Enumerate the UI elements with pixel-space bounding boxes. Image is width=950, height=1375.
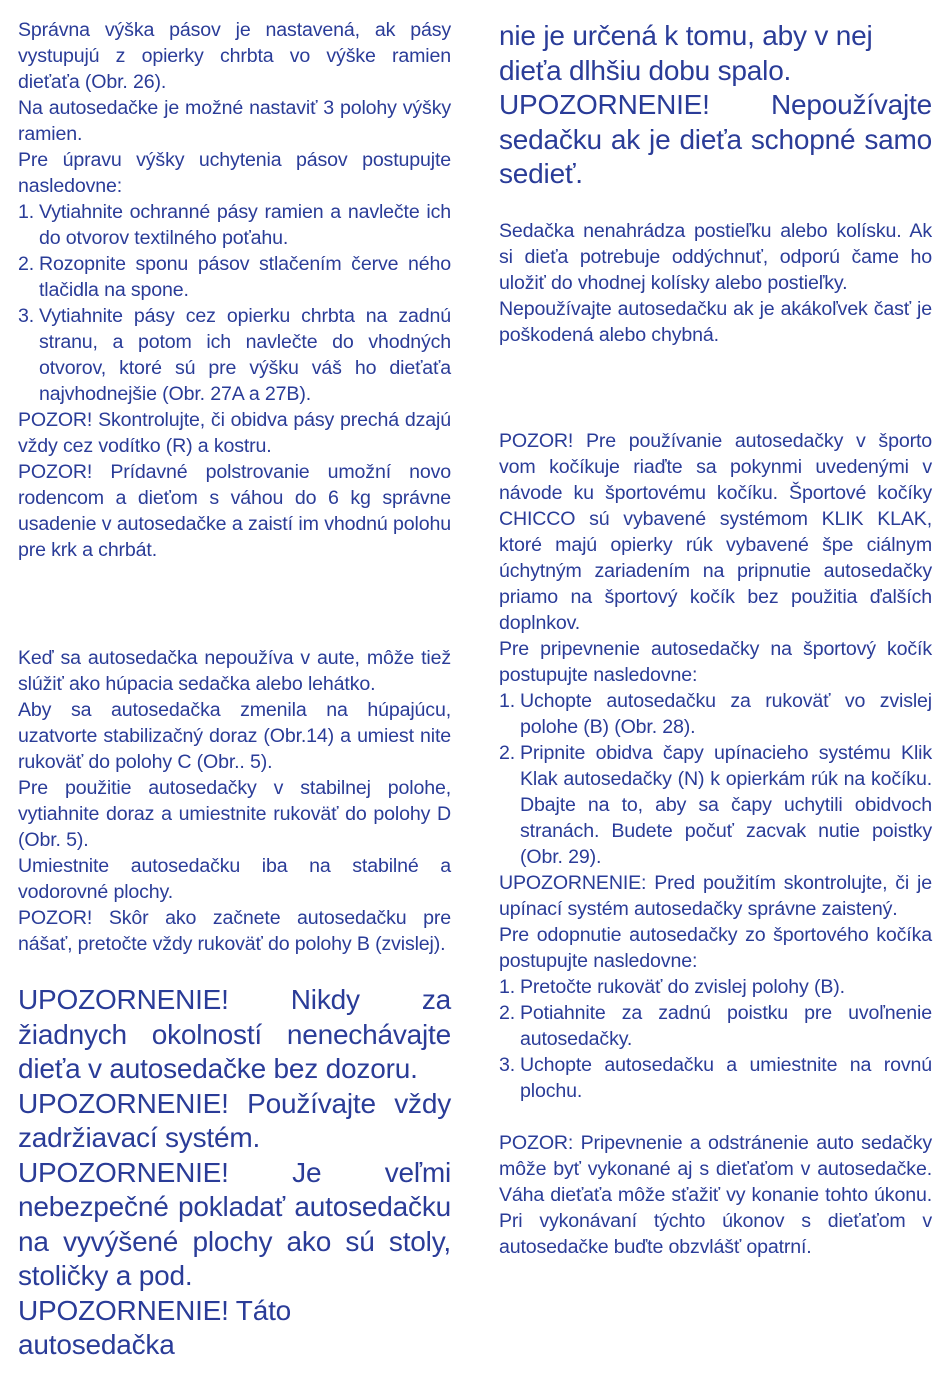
warning-paragraph: POZOR! Skontrolujte, či obidva pásy prechá dzajú vždy cez vodítko (R) a kostru. <box>18 409 451 457</box>
paragraph: Pre pripevnenie autosedačky na športový kočík postupujte nasledovne: <box>499 637 932 686</box>
list-number: 2. <box>499 1001 516 1024</box>
paragraph: Na autosedačke je možné nastaviť 3 polohy výšky ramien. <box>18 97 451 145</box>
warning-text: UPOZORNENIE! Nepoužívajte sedačku ak je dieťa schopné samo sedieť. <box>499 89 932 189</box>
list-item <box>18 199 451 251</box>
paragraph: Pre použitie autosedačky v stabilnej polohe, vytiahnite doraz a umiestnite rukoväť do polohy D (Obr. 5). <box>18 777 451 851</box>
paragraph: Nepoužívajte autosedačku ak je akákoľvek časť je poškodená alebo chybná. <box>499 297 932 346</box>
list-text: Rozopnite sponu pásov stlačením červe ného tlačidla na spone. <box>39 253 451 301</box>
list-number: 3. <box>18 305 35 327</box>
warning-paragraph: POZOR! Skôr ako začnete autosedačku pre nášať, pretočte vždy rukoväť do polohy B (zvislej). <box>18 907 451 955</box>
list-item <box>499 1052 932 1104</box>
list-item <box>499 740 932 870</box>
warning-text: UPOZORNENIE! Je veľmi nebezpečné pokladať autosedačku na vyvýšené plochy ako sú stoly, stoličky a pod. <box>18 1156 451 1291</box>
list-item <box>499 688 932 740</box>
rocker-section <box>18 645 451 957</box>
steps-list <box>499 688 932 870</box>
warning-paragraph: UPOZORNENIE: Pred použitím skontrolujte, či je upínací systém autosedačky správne zaistený. <box>499 871 932 920</box>
warning-text: UPOZORNENIE! Táto autosedačka <box>18 1294 292 1360</box>
paragraph: Keď sa autosedačka nepoužíva v aute, môže tiež slúžiť ako húpacia sedačka alebo lehátko. <box>18 647 451 695</box>
left-column <box>18 17 451 1363</box>
list-item <box>18 251 451 303</box>
list-number: 2. <box>18 253 35 275</box>
steps-list <box>499 974 932 1104</box>
stroller-section <box>499 428 932 1260</box>
warning-text: UPOZORNENIE! Používajte vždy zadržiavací systém. <box>18 1087 451 1153</box>
list-text: Uchopte autosedačku a umiestnite na rovnú plochu. <box>520 1053 932 1102</box>
list-item <box>18 303 451 407</box>
warning-paragraph: POZOR: Pripevnenie a odstránenie auto sedačky môže byť vykonané aj s dieťaťom v autosedačke. Váha dieťaťa môže sťažiť vy konanie tohto úkonu. Pri vykonávaní týchto úkonov s dieťaťom v autosedačke buďte obzvlášť opatrní. <box>499 1131 932 1258</box>
list-number: 1. <box>499 689 516 712</box>
list-text: Potiahnite za zadnú poistku pre uvoľnenie autosedačky. <box>520 1001 932 1050</box>
warning-text: nie je určená k tomu, aby v nej dieťa dlhšiu dobu spalo. <box>499 20 873 86</box>
warnings-section <box>18 983 451 1363</box>
list-text: Uchopte autosedačku za rukoväť vo zvislej polohe (B) (Obr. 28). <box>520 689 932 738</box>
list-number: 2. <box>499 741 516 764</box>
harness-height-section <box>18 17 451 563</box>
paragraph: Správna výška pásov je nastavená, ak pásy vystupujú z opierky chrbta vo výške ramien dieťaťa (Obr. 26). <box>18 19 451 93</box>
list-text: Pripnite obidva čapy upínacieho systému Klik Klak autosedačky (N) k opierkám rúk na kočíku. Dbajte na to, aby sa čapy uchytili obidvoch stranách. Budete počuť zacvak nutie poistky (Obr. 29). <box>520 741 932 868</box>
list-number: 1. <box>18 201 35 223</box>
crib-notice-section <box>499 218 932 348</box>
list-number: 1. <box>499 975 516 998</box>
paragraph: Umiestnite autosedačku iba na stabilné a vodorovné plochy. <box>18 855 451 903</box>
list-item <box>499 974 932 1000</box>
paragraph: Sedačka nenahrádza postieľku alebo kolísku. Ak si dieťa potrebuje oddýchnuť, odporú čame ho uložiť do vhodnej kolísky alebo postieľky. <box>499 219 932 294</box>
steps-list <box>18 199 451 407</box>
list-text: Vytiahnite pásy cez opierku chrbta na zadnú stranu, a potom ich navlečte do vhodných otvorov, ktoré sú pre výšku váš ho dieťaťa najvhodnejšie (Obr. 27A a 27B). <box>39 305 451 405</box>
list-item <box>499 1000 932 1052</box>
paragraph: Pre odopnutie autosedačky zo športového kočíka postupujte nasledovne: <box>499 923 932 972</box>
right-column <box>499 19 932 1260</box>
warning-paragraph: POZOR! Prídavné polstrovanie umožní novo rodencom a dieťom s váhou do 6 kg správne usadenie v autosedačke a zaistí im vhodnú polohu pre krk a chrbát. <box>18 461 451 561</box>
list-number: 3. <box>499 1053 516 1076</box>
paragraph: POZOR! Pre používanie autosedačky v športo vom kočíkuje riaďte sa pokynmi uvedenými v návode ku športovému kočíku. Športové kočíky CHICCO sú vybavené systémom KLIK KLAK, ktoré majú opierky rúk vybavené špe ciálnym úchytným zariadením na pripnutie autosedačky priamo na športový kočík bez použitia ďalších doplnkov. <box>499 429 932 634</box>
warning-text: UPOZORNENIE! Nikdy za žiadnych okolností nenechávajte dieťa v autosedačke bez dozoru. <box>18 984 451 1084</box>
paragraph: Pre úpravu výšky uchytenia pásov postupujte nasledovne: <box>18 149 451 197</box>
list-text: Vytiahnite ochranné pásy ramien a navlečte ich do otvorov textilného poťahu. <box>39 201 451 249</box>
list-text: Pretočte rukoväť do zvislej polohy (B). <box>520 975 845 998</box>
paragraph: Aby sa autosedačka zmenila na húpajúcu, uzatvorte stabilizačný doraz (Obr.14) a umiest nite rukoväť do polohy C (Obr.. 5). <box>18 699 451 773</box>
warnings-continued <box>499 19 932 192</box>
